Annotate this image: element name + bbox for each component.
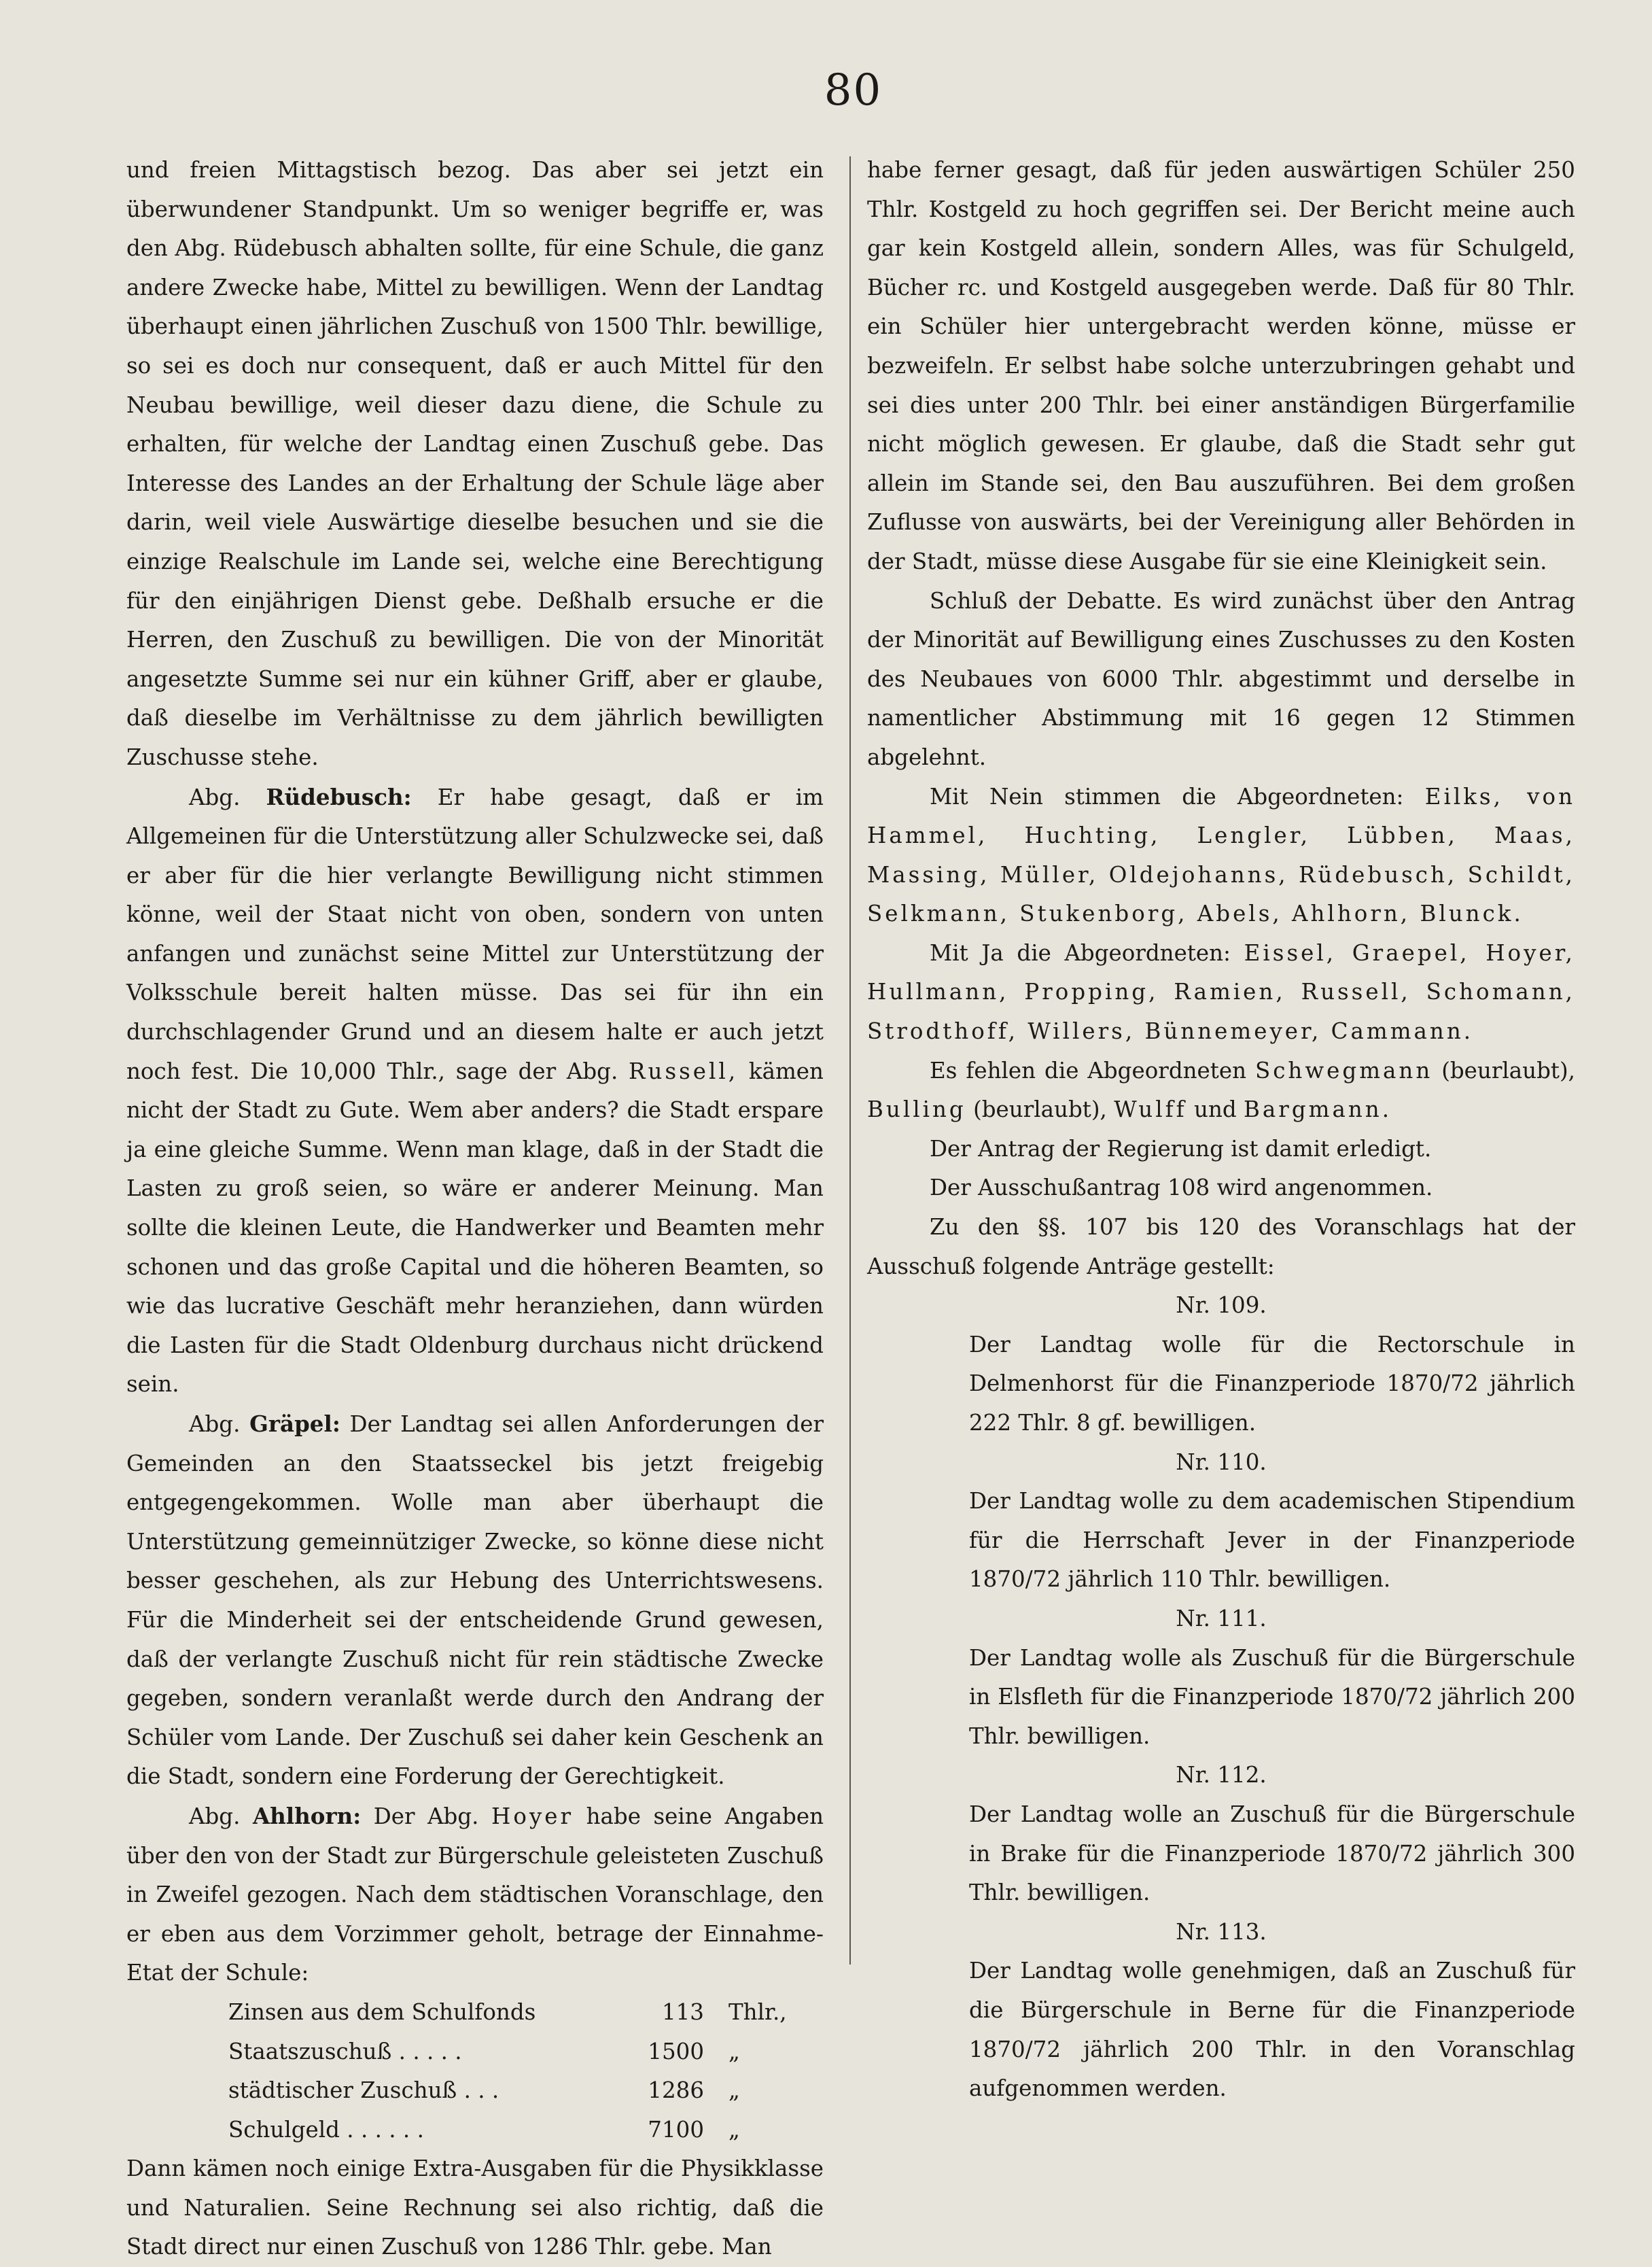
paragraph: und freien Mittagstisch bezog. Das aber sei jetzt ein überwundener Standpunkt. Um so weniger begriffe er, was den Abg. Rüdebusch abhalten sollte, für eine Schule, die ganz andere Zwecke habe, Mittel zu bewilligen. Wenn der Landtag überhaupt einen jährlichen Zuschuß von 1500 Thlr. bewillige, so sei es doch nur consequent, daß er auch Mittel für den Neubau bewillige, weil dieser dazu diene, die Schule zu erhalten, für welche der Landtag einen Zuschuß gebe. Das Interesse des Landes an der Erhaltung der Schule läge aber darin, weil viele Auswärtige dieselbe besuchen und sie die einzige Realschule im Lande sei, welche eine Berechtigung für den einjährigen Dienst gebe. Deßhalb ersuche er die Herren, den Zuschuß zu bewilligen. Die von der Minorität angesetzte Summe sei nur ein kühner Griff, aber er glaube, daß dieselbe im Verhältnisse zu dem jährlich bewilligten Zuschusse stehe.: [126, 157, 824, 770]
person-name: Hoyer: [491, 1803, 574, 1829]
motion-number: Nr. 112.: [1176, 1762, 1267, 1788]
motion-text: Der Landtag wolle an Zuschuß für die Bürgerschule in Brake für die Finanzperiode 1870/72 jährlich 300 Thlr. bewilligen.: [969, 1801, 1575, 1906]
income-amount: 1286: [648, 2077, 704, 2104]
vote-intro: Mit Nein stimmen die Abgeordneten:: [930, 783, 1404, 810]
speech-text: Der Abg.: [373, 1803, 479, 1829]
speech-ahlhorn: [126, 1797, 824, 1993]
speech-text: Der Landtag sei allen Anforderungen der Gemeinden an den Staatsseckel bis jetzt freigebig entgegengekommen. Wolle man aber überhaupt die Unterstützung gemeinnütziger Zwecke, so könne diese nicht besser geschehen, als zur Hebung des Unterrichtswesens. Für die Minderheit sei der entscheidende Grund gewesen, daß der verlangte Zuschuß nicht für rein städtische Zwecke gegeben, sondern veranlaßt werde durch den Andrang der Schüler vom Lande. Der Zuschuß sei daher kein Geschenk an die Stadt, sondern eine Forderung der Gerechtigkeit.: [126, 1411, 824, 1790]
motion-number: Nr. 113.: [1176, 1918, 1267, 1945]
speech-text: kämen nicht der Stadt zu Gute. Wem aber anders? die Stadt erspare ja eine gleiche Summe. Wenn man klage, daß in der Stadt die Lasten zu groß seien, so wäre er anderer Meinung. Man sollte die kleinen Leute, die Handwerker und Beamten mehr schonen und das große Capital und die höheren Beamten, so wie das lucrative Geschäft mehr heranziehen, dann würden die Lasten für die Stadt Oldenburg durchaus nicht drückend sein.: [126, 1058, 824, 1398]
note: (beurlaubt),: [1441, 1057, 1575, 1084]
motion-number: Nr. 109.: [1176, 1292, 1267, 1319]
income-label: Schulgeld . . . . . .: [228, 2116, 424, 2143]
vote-intro: Mit Ja die Abgeordneten:: [930, 939, 1231, 966]
speaker-name: Ahlhorn:: [252, 1802, 362, 1829]
income-amount: 1500: [648, 2038, 704, 2064]
right-column: [867, 151, 1575, 2109]
abbrev: Abg.: [189, 784, 241, 810]
abbrev: Abg.: [189, 1803, 241, 1829]
page-number: 80: [824, 65, 883, 116]
income-amount: 113: [661, 1998, 704, 2025]
income-row: [126, 1993, 824, 2032]
speech-ruedebusch: [126, 778, 824, 1405]
income-row: [126, 2071, 824, 2111]
motion-text: Der Landtag wolle zu dem academischen Stipendium für die Herrschaft Jever in der Finanzperiode 1870/72 jährlich 110 Thlr. bewilligen.: [969, 1488, 1575, 1593]
speech-text: habe seine Angaben über den von der Stadt zur Bürgerschule geleisteten Zuschuß in Zweifel gezogen. Nach dem städtischen Voranschlage, den er eben aus dem Vorzimmer geholt, betrage der Einnahme-Etat der Schule:: [126, 1803, 824, 1986]
note: (beurlaubt),: [973, 1096, 1107, 1123]
paragraph: Der Ausschußantrag 108 wird angenommen.: [930, 1175, 1433, 1201]
paragraph: Der Antrag der Regierung ist damit erledigt.: [930, 1135, 1432, 1162]
person-name: Bulling: [867, 1096, 966, 1123]
motion-number: Nr. 111.: [1176, 1605, 1267, 1631]
person-name: Russell,: [629, 1058, 739, 1084]
person-name: Schwegmann: [1254, 1057, 1433, 1084]
income-unit: Thlr.,: [728, 1998, 787, 2025]
income-label: Staatszuschuß . . . . .: [228, 2038, 462, 2064]
abbrev: Abg.: [189, 1411, 241, 1437]
speech-text: Er habe gesagt, daß er im Allgemeinen für die Unterstützung aller Schulzwecke sei, daß er aber für die hier verlangte Bewilligung nicht stimmen könne, weil der Staat nicht von oben, sondern von unten anfangen und zunächst seine Mittel zur Unterstützung der Volksschule bereit halten müsse. Das sei für ihn ein durchschlagender Grund und an diesem halte er auch jetzt noch fest. Die 10,000 Thlr., sage der Abg.: [126, 784, 824, 1084]
speaker-name: Rüdebusch:: [266, 783, 412, 810]
person-name: Wulff: [1114, 1096, 1187, 1123]
paragraph: Schluß der Debatte. Es wird zunächst über den Antrag der Minorität auf Bewilligung eines Zuschusses zu den Kosten des Neubaues von 6000 Thlr. abgestimmt und derselbe in namentlicher Abstimmung mit 16 gegen 12 Stimmen abgelehnt.: [867, 587, 1575, 770]
income-label: städtischer Zuschuß . . .: [228, 2077, 499, 2104]
vote-intro: Es fehlen die Abgeordneten: [930, 1057, 1247, 1084]
vote-no: [867, 778, 1575, 934]
income-label: Zinsen aus dem Schulfonds: [228, 1998, 536, 2025]
column-divider: [849, 156, 851, 1965]
paragraph: habe ferner gesagt, daß für jeden auswärtigen Schüler 250 Thlr. Kostgeld zu hoch gegriffen sei. Der Bericht meine auch gar kein Kostgeld allein, sondern Alles, was für Schulgeld, Bücher rc. und Kostgeld ausgegeben werde. Daß für 80 Thlr. ein Schüler hier untergebracht werden könne, müsse er bezweifeln. Er selbst habe solche unterzubringen gehabt und sei dies unter 200 Thlr. bei einer anständigen Bürgerfamilie nicht möglich gewesen. Er glaube, daß die Stadt sehr gut allein im Stande sei, den Bau auszuführen. Bei dem großen Zuflusse von auswärts, bei der Vereinigung aller Behörden in der Stadt, müsse diese Ausgabe für sie eine Kleinigkeit sein.: [867, 157, 1575, 574]
income-row: [126, 2032, 824, 2072]
vote-yes: [867, 934, 1575, 1052]
paragraph: Dann kämen noch einige Extra-Ausgaben für die Physikklasse und Naturalien. Seine Rechnung sei also richtig, daß die Stadt direct nur einen Zuschuß von 1286 Thlr. gebe. Man: [126, 2156, 824, 2260]
speech-graepel: [126, 1404, 824, 1797]
speaker-name: Gräpel:: [249, 1411, 340, 1437]
income-table: [126, 1993, 824, 2149]
motion-text: Der Landtag wolle genehmigen, daß an Zuschuß für die Bürgerschule in Berne für die Finanzperiode 1870/72 jährlich 200 Thlr. in den Voranschlag aufgenommen werden.: [969, 1958, 1575, 2102]
vote-names: Eilks, von Hammel, Huchting, Lengler, Lübben, Maas, Massing, Müller, Oldejohanns, Rüdebusch, Schildt, Selkmann, Stukenborg, Abels, Ahlhorn, Blunck.: [867, 783, 1576, 927]
paragraph: Zu den §§. 107 bis 120 des Voranschlags hat der Ausschuß folgende Anträge gestellt:: [867, 1214, 1575, 1279]
conjunction: und: [1194, 1096, 1237, 1123]
motion-text: Der Landtag wolle als Zuschuß für die Bürgerschule in Elsfleth für die Finanzperiode 1870/72 jährlich 200 Thlr. bewilligen.: [969, 1644, 1575, 1749]
person-name: Bargmann.: [1244, 1096, 1392, 1123]
income-unit: „: [728, 2077, 740, 2104]
motion-number: Nr. 110.: [1176, 1449, 1267, 1475]
income-amount: 7100: [648, 2116, 704, 2143]
income-unit: „: [728, 2038, 740, 2064]
income-row: [126, 2111, 824, 2150]
left-column: [126, 151, 824, 2267]
vote-absent: [867, 1052, 1575, 1130]
motion-text: Der Landtag wolle für die Rectorschule in Delmenhorst für die Finanzperiode 1870/72 jährlich 222 Thlr. 8 gf. bewilligen.: [969, 1331, 1575, 1436]
vote-names: Eissel, Graepel, Hoyer, Hullmann, Propping, Ramien, Russell, Schomann, Strodthoff, Willers, Bünnemeyer, Cammann.: [867, 939, 1576, 1045]
income-unit: „: [728, 2116, 740, 2143]
